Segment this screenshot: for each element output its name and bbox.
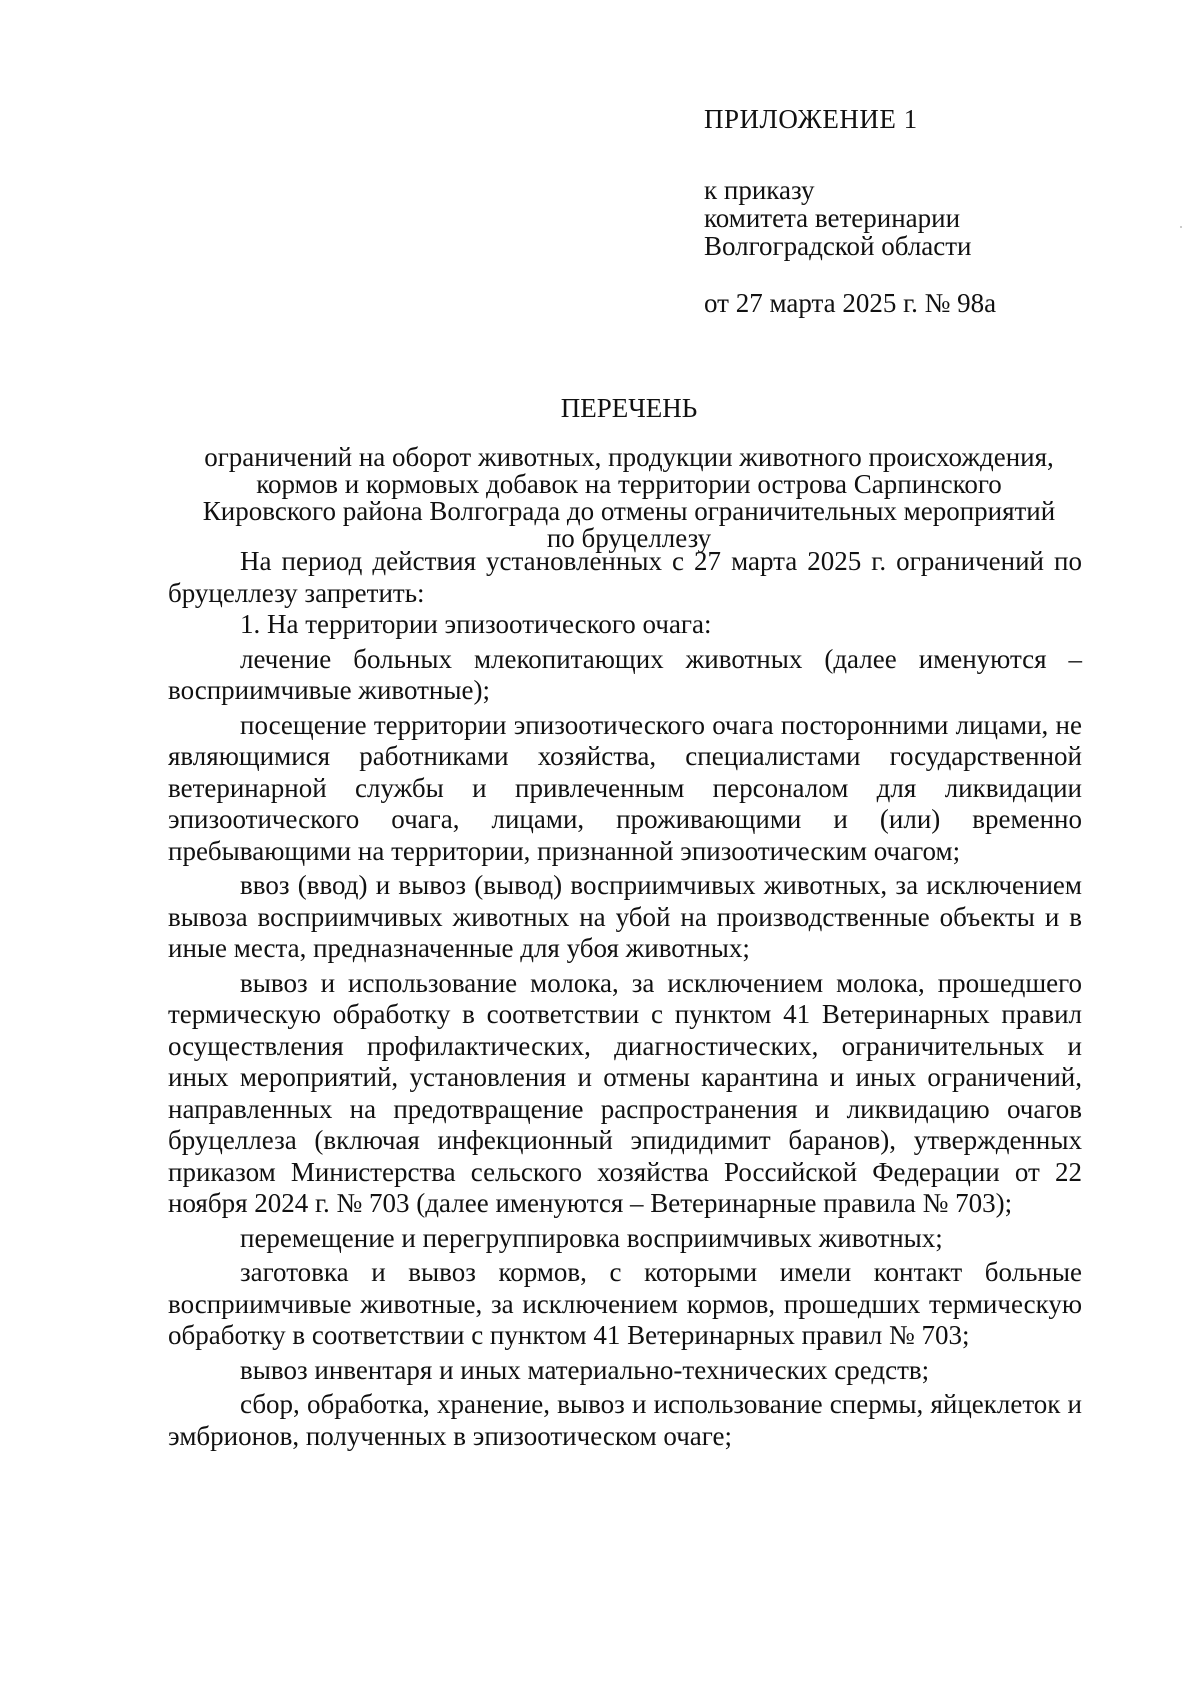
paragraph: посещение территории эпизоотического очага посторонними лицами, не являющимися работниками хозяйства, специалистами государственной ветеринарной службы и привлеченным персоналом для ликвидации эпизоотического очага, лицами, проживающими и (или) временно пребывающими на территории, признанной эпизоотическим очагом; — [168, 709, 1082, 866]
order-reference-line: комитета ветеринарии — [704, 203, 961, 233]
paragraph: лечение больных млекопитающих животных (далее именуются – восприимчивые животные); — [168, 643, 1082, 705]
paragraph: ввоз (ввод) и вывоз (вывод) восприимчивых животных, за исключением вывоза восприимчивых животных на убой на производственные объекты и в иные места, предназначенные для убоя животных; — [168, 870, 1082, 963]
paragraph: вывоз инвентаря и иных материально-технических средств; — [240, 1354, 930, 1385]
subheading-line: Кировского района Волгограда до отмены ограничительных мероприятий — [202, 496, 1056, 526]
subheading-line: кормов и кормовых добавок на территории острова Сарпинского — [256, 469, 1002, 499]
order-reference — [704, 176, 996, 260]
document-body — [168, 546, 1082, 1452]
subheading-line: ограничений на оборот животных, продукции животного происхождения, — [204, 442, 1054, 472]
scan-speck — [1180, 226, 1182, 228]
document-subheading — [168, 444, 1090, 552]
paragraph: вывоз и использование молока, за исключением молока, прошедшего термическую обработку в соответствии с пунктом 41 Ветеринарных правил осуществления профилактических, диагностических, ограничительных и иных мероприятий, установления и отмены карантина и иных ограничений, направленных на предотвращение распространения и ликвидацию очагов бруцеллеза (включая инфекционный эпидидимит баранов), утвержденных приказом Министерства сельского хозяйства Российской Федерации от 22 ноября 2024 г. № 703 (далее именуются – Ветеринарные правила № 703); — [168, 967, 1082, 1218]
appendix-title: ПРИЛОЖЕНИЕ 1 — [704, 104, 918, 134]
document-heading: ПЕРЕЧЕНЬ — [560, 393, 698, 423]
paragraph: сбор, обработка, хранение, вывоз и использование спермы, яйцеклеток и эмбрионов, полученных в эпизоотическом очаге; — [168, 1389, 1082, 1451]
paragraph: 1. На территории эпизоотического очага: — [240, 609, 712, 639]
paragraph: На период действия установленных с 27 марта 2025 г. ограничений по бруцеллезу запретить: — [168, 546, 1082, 608]
subheading-line: по бруцеллезу — [546, 523, 712, 553]
order-reference-line: к приказу — [704, 175, 815, 205]
paragraph: заготовка и вывоз кормов, с которыми имели контакт больные восприимчивые животные, за исключением кормов, прошедших термическую обработку в соответствии с пунктом 41 Ветеринарных правил № 703; — [168, 1257, 1082, 1350]
appendix-block — [704, 104, 996, 318]
paragraph: перемещение и перегруппировка восприимчивых животных; — [240, 1222, 943, 1253]
order-reference-line: Волгоградской области — [704, 231, 972, 261]
order-date: от 27 марта 2025 г. № 98а — [704, 288, 997, 318]
